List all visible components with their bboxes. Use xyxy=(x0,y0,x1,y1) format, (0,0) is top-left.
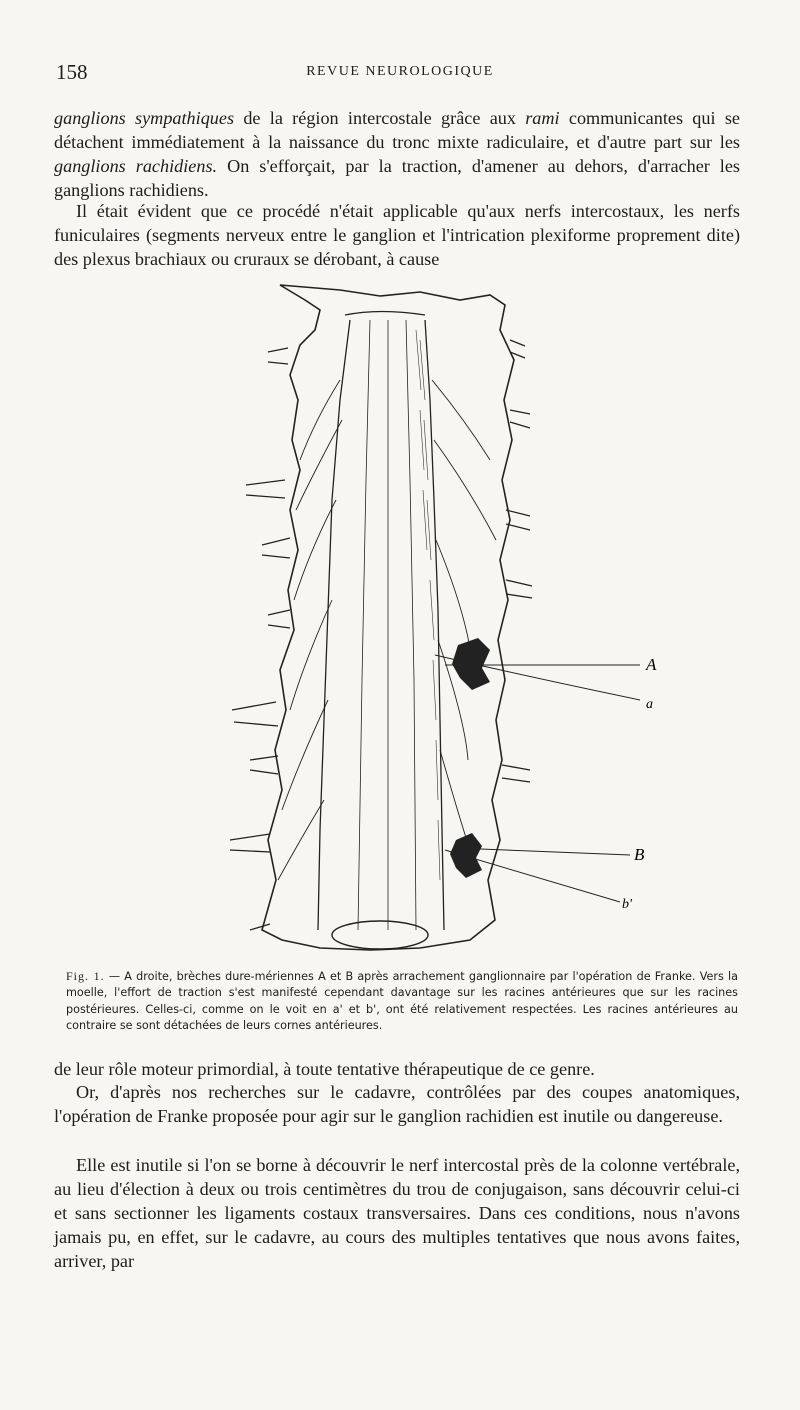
label-b-upper: B xyxy=(634,845,645,864)
text-run: On s'efforçait, par la traction, d'amener au dehors, d'arracher les ganglions rachidiens. xyxy=(54,156,741,200)
text-run: de la région intercostale grâce aux xyxy=(234,108,526,128)
caption-text: A droite, brèches dure-mériennes A et B après arrachement ganglionnaire par l'opération de Franke. Vers la moelle, l'effort de traction s'est manifesté cependant davantage sur les racines antérieures que sur les racines postérieures. Celles-ci, comme on le voit en a' et b', ont été relativement respectées. Les racines antérieures au contraire se sont détachées de leurs cornes antérieures. xyxy=(66,970,738,1033)
paragraph-1 xyxy=(54,106,740,202)
page-number: 158 xyxy=(56,60,88,84)
caption-dash: — xyxy=(104,970,125,983)
figure-caption xyxy=(66,968,738,1035)
paragraph-2 xyxy=(54,199,740,271)
italic-term: ganglions sympathiques xyxy=(54,108,235,128)
text-run: de leur rôle moteur primordial, à toute tentative thérapeutique de ce genre. xyxy=(54,1059,595,1079)
text-run: Elle est inutile si l'on se borne à découvrir le nerf intercostal près de la colonne vertébrale, au lieu d'élection à deux ou trois centimètres du trou de conjugaison, sans découvrir celui-ci et sans sectionner les ligaments costaux transversaires. Dans ces conditions, nous n'avons jamais pu, en effet, sur le cadavre, au cours des multiples tentatives que nous avons faites, arriver, par xyxy=(54,1155,740,1271)
italic-term: rami xyxy=(525,108,560,128)
breach-b xyxy=(450,833,482,878)
running-head: REVUE NEUROLOGIQUE xyxy=(306,64,494,79)
breach-a xyxy=(452,638,490,690)
paragraph-3 xyxy=(54,1057,740,1081)
italic-term: ganglions rachidiens. xyxy=(54,156,218,176)
text-run: Or, d'après nos recherches sur le cadavre, contrôlées par des coupes anatomiques, l'opération de Franke proposée pour agir sur le ganglion rachidien est inutile ou dangereuse. xyxy=(54,1082,740,1126)
spinal-cord-illustration xyxy=(220,280,660,970)
figure-spinal-cord xyxy=(220,280,660,970)
paragraph-4 xyxy=(54,1080,740,1128)
text-run: communicantes qui se détachent immédiatement à la naissance du tronc mixte radiculaire, et d'autre part sur les xyxy=(54,108,740,152)
label-b-prime: b' xyxy=(622,897,632,912)
label-a-lower: a xyxy=(646,697,653,712)
caption-label: Fig. 1. xyxy=(66,969,105,983)
paragraph-5 xyxy=(54,1153,740,1273)
label-a-upper: A xyxy=(646,655,657,674)
text-run: Il était évident que ce procédé n'était applicable qu'aux nerfs intercostaux, les nerfs funiculaires (segments nerveux entre le ganglion et l'intrication plexiforme proprement dite) des plexus brachiaux ou cruraux se dérobant, à cause xyxy=(54,201,740,269)
